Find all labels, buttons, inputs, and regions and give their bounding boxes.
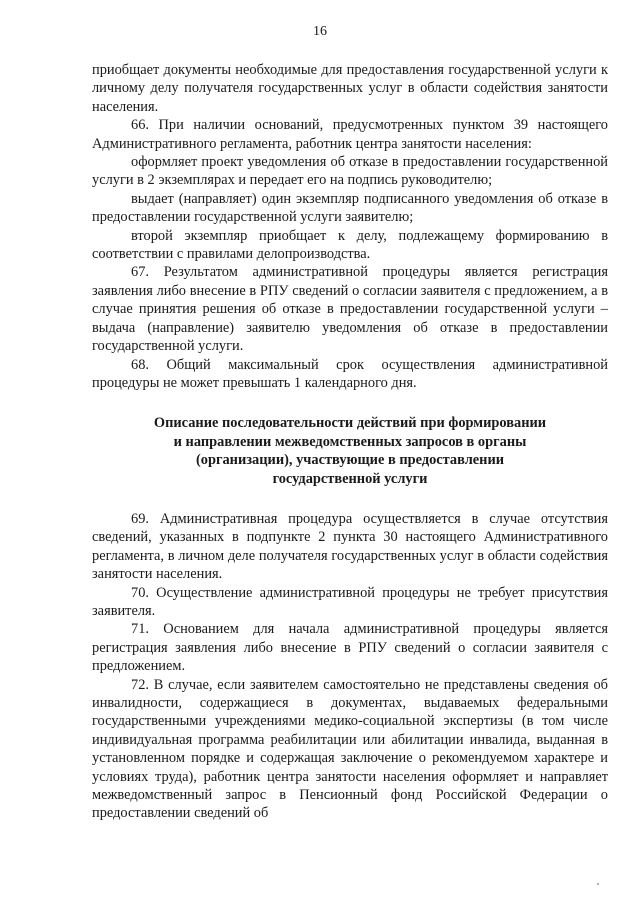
paragraph-68: 68. Общий максимальный срок осуществления административной процедуры не может превышать 1 календарного дня. <box>92 356 608 391</box>
document-body <box>92 61 608 823</box>
paragraph-66: 66. При наличии оснований, предусмотренных пунктом 39 настоящего Административного регламента, работник центра занятости населения: <box>92 117 608 152</box>
paragraph-67: 67. Результатом административной процедуры является регистрация заявления либо внесение в РПУ сведений о согласии заявителя с предложением, а в случае принятия решения об отказе в предоставлении государственной услуги – выдача (направление) заявителю уведомления об отказе в предоставлении государственной услуги. <box>92 264 608 355</box>
paragraph-66-item-2: выдает (направляет) один экземпляр подписанного уведомления об отказе в предоставлении государственной услуги заявителю; <box>92 190 608 226</box>
paragraph-71: 71. Основанием для начала административной процедуры является регистрация заявления либо внесение в РПУ сведений о согласии заявителя с предложением. <box>92 621 608 675</box>
page-number: 16 <box>313 24 327 39</box>
paragraph-66-item-1: оформляет проект уведомления об отказе в предоставлении государственной услуги в 2 экземплярах и передает его на подпись руководителю; <box>92 154 608 189</box>
section-heading-line: (организации), участвующие в предоставлении <box>195 452 505 469</box>
paragraph-continuation: приобщает документы необходимые для предоставления государственной услуги к личному делу получателя государственных услуг в области содействия занятости населения. <box>92 62 608 115</box>
paragraph-69: 69. Административная процедура осуществляется в случае отсутствия сведений, указанных в подпункте 2 пункта 30 настоящего Административного регламента, в личном деле получателя государственных услуг в области содействия занятости населения. <box>92 510 608 583</box>
paragraph-72: 72. В случае, если заявителем самостоятельно не представлены сведения об инвалидности, содержащиеся в документах, выдаваемых федеральными государственными учреждениями медико-социальной экспертизы (в том числе индивидуальная программа реабилитации или абилитации инвалида, выданная в установленном порядке и содержащая заключение о рекомендуемом характере и условиях труда), работник центра занятости населения оформляет и направляет межведомственный запрос в Пенсионный фонд Российской Федерации о предоставлении сведений об <box>92 676 608 822</box>
section-heading-line: Описание последовательности действий при формировании <box>153 415 547 432</box>
section-heading-line: и направлении межведомственных запросов в органы <box>173 433 527 450</box>
paragraph-66-item-3: второй экземпляр приобщает к делу, подлежащему формированию в соответствии с правилами делопроизводства. <box>92 227 608 263</box>
section-heading <box>92 414 608 488</box>
section-heading-line: государственной услуги <box>272 470 428 487</box>
scan-speck <box>597 883 599 885</box>
paragraph-70: 70. Осуществление административной процедуры не требует присутствия заявителя. <box>92 584 608 619</box>
